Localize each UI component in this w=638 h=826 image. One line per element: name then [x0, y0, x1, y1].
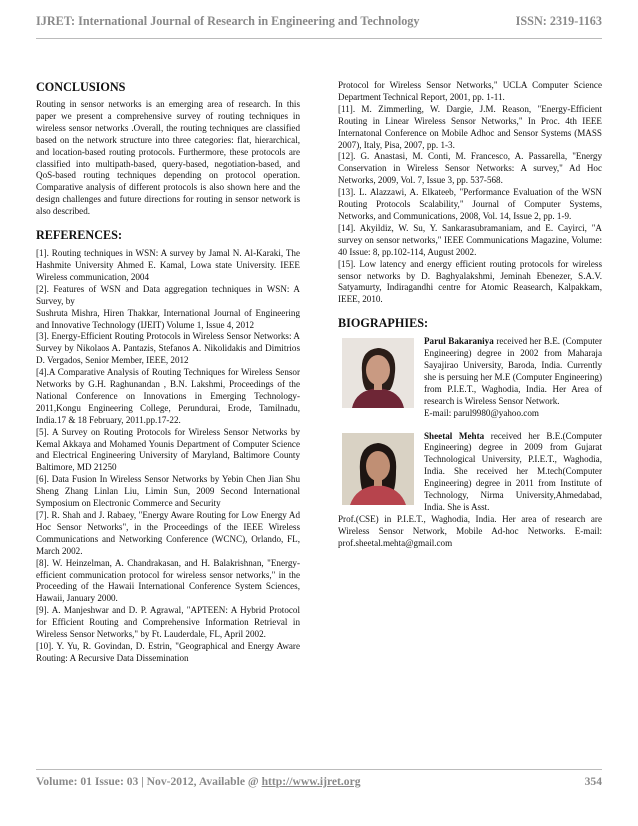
reference-item: [8]. W. Heinzelman, A. Chandrakasan, and H. Balakrishnan, "Energy-efficient communication protocol for wireless sensor networks," in the Proceeding of the Hawaii International Conference System Sciences, Hawaii, January 2000. — [36, 557, 300, 604]
issn: ISSN: 2319-1163 — [515, 14, 602, 28]
journal-title: IJRET: International Journal of Research in Engineering and Technology — [36, 14, 420, 28]
reference-item: [1]. Routing techniques in WSN: A survey by Jamal N. Al-Karaki, The Hashmite University Ahmed E. Kamal, Lowa state University. IEEE Wireless communication, 2004 — [36, 248, 300, 282]
header-rule — [36, 38, 602, 39]
reference-item: [12]. G. Anastasi, M. Conti, M. Francesco, A. Passarella, "Energy Conservation in Wireless Sensor Networks: A survey," Ad Hoc Networks, 2009, Vol. 7, Issue 3, pp. 537-568. — [338, 151, 602, 186]
left-column — [36, 80, 300, 665]
running-footer — [36, 775, 602, 791]
portrait-image — [342, 433, 414, 505]
reference-item: Protocol for Wireless Sensor Networks," UCLA Computer Science Department Technical Report, 2001, pp. 1-11. — [338, 80, 602, 102]
conclusions-heading: CONCLUSIONS — [36, 80, 126, 94]
conclusions-text: Routing in sensor networks is an emerging area of research. In this paper we present a comprehensive survey of routing techniques in wireless sensor networks .Overall, the routing techniques are classified based on the network structure into three categories: flat, hierarchical, and location-based routing protocols. Furthermore, these protocols are classified into multipath-based, query-based, negotiation-based, and QoS-based routing techniques depending on protocol operation. Comparative analysis of different protocols is also shown here and the design challenges and future directions for routing in sensor network is also described. — [36, 99, 300, 217]
biography-text-parul: received her B.E. (Computer Engineering) degree in 2002 from Maharaja Sayajirao University, Baroda, India. Currently she is persuing her M.E (Computer Engineering) from P.I.E.T., Waghodia, India. Her Area of research is Wireless Sensor Network. — [424, 336, 602, 406]
biographies-heading: BIOGRAPHIES: — [338, 316, 429, 331]
reference-item: [9]. A. Manjeshwar and D. P. Agrawal, "APTEEN: A Hybrid Protocol for Efficient Routing and Comprehensive Information Retrieval in Wireless Sensor Networks," by Ft. Lauderdale, FL, April 2002. — [36, 605, 300, 640]
reference-item: [2]. Features of WSN and Data aggregation techniques in WSN: A Survey, by — [36, 283, 300, 306]
author-name-parul: Parul Bakaraniya — [424, 336, 494, 347]
author-name-sheetal: Sheetal Mehta — [424, 430, 485, 441]
page-number: 354 — [584, 775, 602, 788]
author-photo-sheetal — [342, 433, 414, 505]
biography-parul — [338, 336, 602, 419]
biography-text-sheetal-cont: Prof.(CSE) in P.I.E.T., Waghodia, India. Her area of research are Wireless Sensor Network, Mobile Ad-hoc Networks. E-mail: prof.sheetal.mehta@gmail.com — [338, 513, 602, 548]
author-email-parul: E-mail: parul9980@yahoo.com — [424, 407, 539, 418]
reference-item: [5]. A Survey on Routing Protocols for Wireless Sensor Networks by Kemal Akkaya and Mohamed Younis Department of Computer Science and Electrical Engineering University of Maryland, Baltimore County Baltimore, MD 21250 — [36, 426, 300, 473]
reference-item: [7]. R. Shah and J. Rabaey, "Energy Aware Routing for Low Energy Ad Hoc Sensor Networks", in the Proceedings of the IEEE Wireless Communications and Networking Conference (WCNC), Orlando, FL, March 2002. — [36, 510, 300, 556]
biography-text-sheetal: received her B.E.(Computer Engineering) degree in 2009 from Gujarat Technological University, P.I.E.T., Waghodia, India. She received her M.tech(Computer Engineering) degree in 2011 from Institute of Technology, Nirma University,Ahmedabad, India. She is Asst. — [424, 430, 602, 512]
right-column — [338, 80, 602, 550]
running-header — [36, 14, 602, 34]
footer-rule — [36, 769, 602, 770]
reference-item: [14]. Akyildiz, W. Su, Y. Sankarasubramaniam, and E. Cayirci, "A survey on sensor networks," IEEE Communications Magazine, Volume: 40 Issue: 8, pp.102-114, August 2002. — [338, 222, 602, 257]
portrait-image — [342, 338, 414, 408]
journal-website-link[interactable]: http://www.ijret.org — [261, 775, 361, 788]
reference-item: Sushruta Mishra, Hiren Thakkar, International Journal of Engineering and Innovative Technology (IJEIT) Volume 1, Issue 4, 2012 — [36, 307, 300, 330]
reference-item: [3]. Energy-Efficient Routing Protocols in Wireless Sensor Networks: A Survey by Nikolaos A. Pantazis, Stefanos A. Nikolidakis and Dimitrios D. Vergados, Senior Member, IEEE, 2012 — [36, 331, 300, 366]
references-heading: REFERENCES: — [36, 228, 123, 243]
reference-item: [6]. Data Fusion In Wireless Sensor Networks by Yebin Chen Jian Shu Sheng Zhang Linlan Liu, Limin Sun, 2009 Second International Symposium on Electronic Commerce and Security — [36, 474, 300, 509]
biography-sheetal — [338, 431, 602, 550]
reference-item: [10]. Y. Yu, R. Govindan, D. Estrin, "Geographical and Energy Aware Routing: A Recursive Data Dissemination — [36, 640, 300, 663]
reference-item: [11]. M. Zimmerling, W. Dargie, J.M. Reason, "Energy-Efficient Routing in Linear Wireless Sensor Networks," In Proc. 4th IEEE Internatonal Conference on Mobile Adhoc and Sensor Systems (MASS 2007), Italy, Pisa, 2007, pp. 1-3. — [338, 103, 602, 150]
reference-item: [15]. Low latency and energy efficient routing protocols for wireless sensor networks by D. Baghyalakshmi, Jeminah Ebenezer, S.A.V. Satyamurty, Indiragandhi centre for Atomic Reasearch, Kalpakkam, IEEE, 2010. — [338, 258, 602, 305]
footer-volume-info: Volume: 01 Issue: 03 | Nov-2012, Available @ — [36, 775, 262, 788]
reference-item: [13]. L. Alazzawi, A. Elkateeb, "Performance Evaluation of the WSN Routing Protocols Scalability," Journal of Computer Systems, Networks, and Communications, 2008, Vol. 14, Issue 2, pp. 1-9. — [338, 187, 602, 221]
reference-item: [4].A Comparative Analysis of Routing Techniques for Wireless Sensor Networks by G.H. Raghunandan , B.N. Lakshmi, Proceedings of the National Conference on Innovations in Emerging Technology-2011,Kongu Engineering College, Perundurai, Erode, Tamilnadu, India.17 & 18 February, 2011.pp.17-22. — [36, 367, 300, 425]
author-photo-parul — [342, 338, 414, 408]
